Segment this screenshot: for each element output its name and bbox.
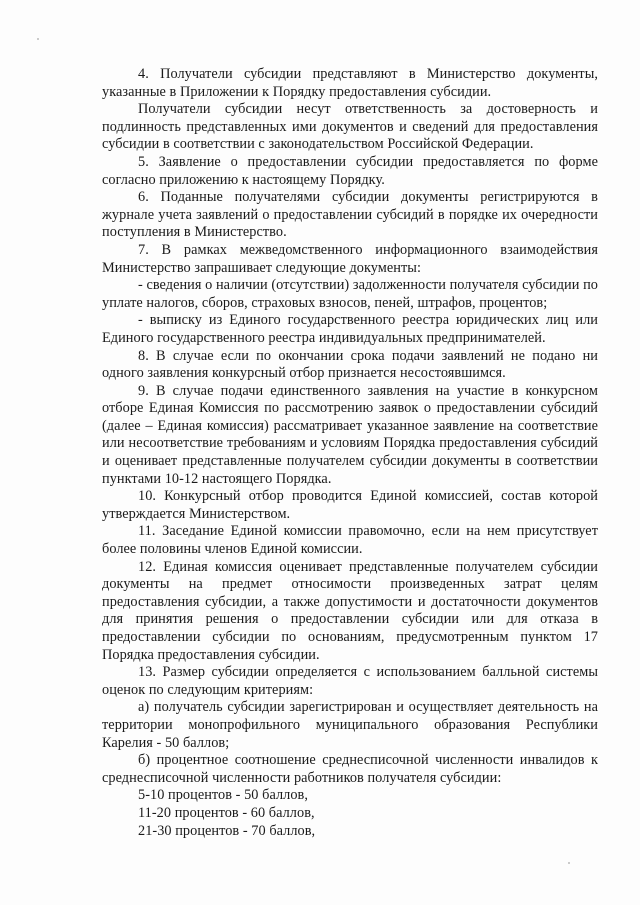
paragraph-8: 8. В случае если по окончании срока подачи заявлений не подано ни одного заявления конкурсный отбор признается несостоявшимся. <box>102 347 598 382</box>
paragraph-4: 4. Получатели субсидии представляют в Министерство документы, указанные в Приложении к Порядку предоставления субсидии. <box>102 66 598 100</box>
scale-line: 21-30 процентов - 70 баллов, <box>138 822 316 839</box>
scan-speck <box>37 38 39 40</box>
paragraph-6: 6. Поданные получателями субсидии документы регистрируются в журнале учета заявлений о предоставлении субсидий в порядке их очередности поступления в Министерство. <box>102 189 598 241</box>
paragraph-13: 13. Размер субсидии определяется с использованием балльной системы оценок по следующим критериям: <box>102 664 598 698</box>
paragraph-9: 9. В случае подачи единственного заявления на участие в конкурсном отборе Единая Комиссия по рассмотрению заявок о предоставлении субсидий (далее – Единая комиссия) рассматривает указанное заявление на соответствие или несоответствие требованиям и условиям Порядка предоставления субсидий и оценивает представленные получателем субсидии документы в соответствии пунктами 10-12 настоящего Порядка. <box>102 382 598 487</box>
paragraph-7-item-registry: - выписку из Единого государственного реестра юридических лиц или Единого государственного реестра индивидуальных предпринимателей. <box>102 312 598 346</box>
paragraph-12: 12. Единая комиссия оценивает представленные получателем субсидии документы на предмет относимости произведенных затрат целям предоставления субсидии, а также допустимости и достаточности документов для принятия решения о предоставлении субсидии или для отказа в предоставлении субсидии по основаниям, предусмотренным пунктом 17 Порядка предоставления субсидии. <box>102 558 598 663</box>
scale-line: 11-20 процентов - 60 баллов, <box>138 804 315 821</box>
paragraph-11: 11. Заседание Единой комиссии правомочно, если на нем присутствует более половины членов Единой комиссии. <box>102 523 598 558</box>
paragraph-7-item-debt: - сведения о наличии (отсутствии) задолженности получателя субсидии по уплате налогов, сборов, страховых взносов, пеней, штрафов, процентов; <box>102 277 598 311</box>
paragraph-13-criterion-a: а) получатель субсидии зарегистрирован и осуществляет деятельность на территории монопрофильного муниципального образования Республики Карелия - 50 баллов; <box>102 699 598 751</box>
paragraph-13-criterion-b: б) процентное соотношение среднесписочной численности инвалидов к среднесписочной численности работников получателя субсидии: <box>102 752 598 786</box>
scan-speck <box>568 862 570 864</box>
scale-line: 5-10 процентов - 50 баллов, <box>138 787 308 804</box>
paragraph-4-responsibility: Получатели субсидии несут ответственность за достоверность и подлинность представленных ими документов и сведений для предоставления субсидии в соответствии с законодательством Российской Федерации. <box>102 101 598 153</box>
paragraph-10: 10. Конкурсный отбор проводится Единой комиссией, состав которой утверждается Министерством. <box>102 488 598 522</box>
paragraph-5: 5. Заявление о предоставлении субсидии предоставляется по форме согласно приложению к настоящему Порядку. <box>102 153 598 188</box>
paragraph-7: 7. В рамках межведомственного информационного взаимодействия Министерство запрашивает следующие документы: <box>102 241 598 276</box>
document-body <box>102 66 598 840</box>
